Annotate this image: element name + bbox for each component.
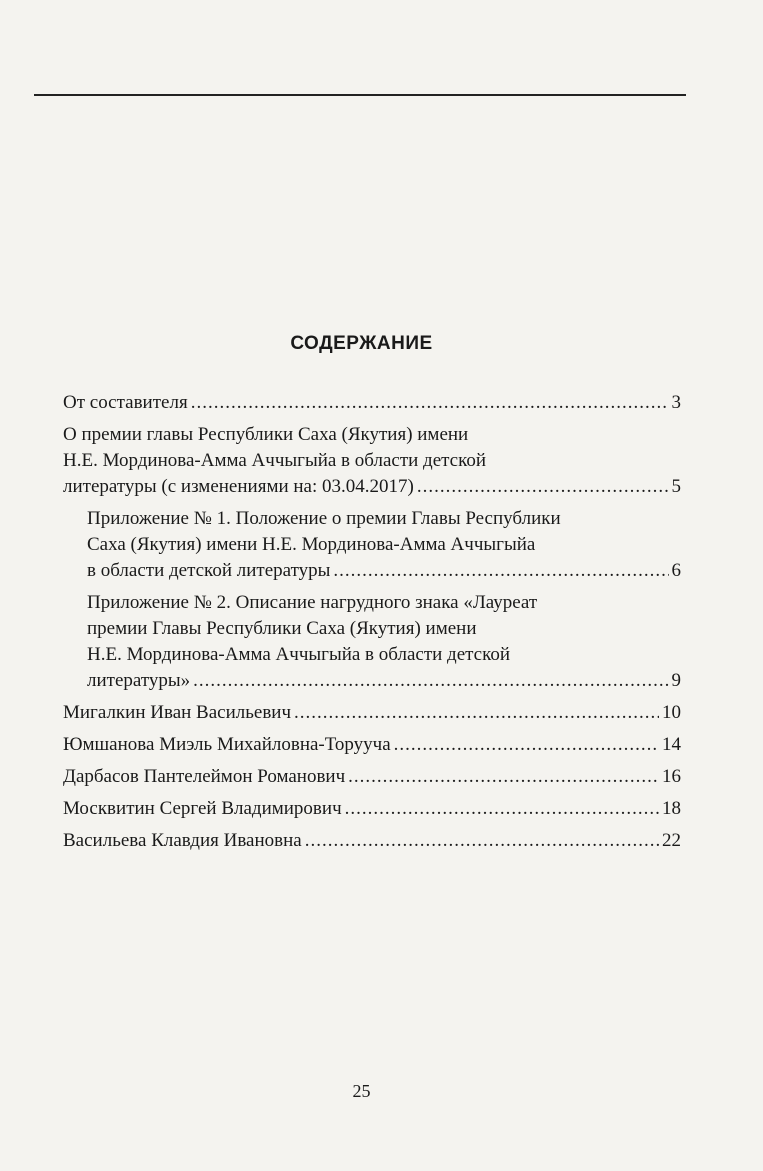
toc-entry bbox=[63, 828, 681, 854]
toc-entry-title: в области детской литературы bbox=[87, 560, 331, 581]
toc-entry-page: 14 bbox=[662, 734, 681, 755]
toc-entry-title: Дарбасов Пантелеймон Романович bbox=[63, 766, 346, 787]
toc-entry-final-line bbox=[87, 668, 681, 694]
toc-entry-title: литературы (с изменениями на: 03.04.2017) bbox=[63, 476, 414, 497]
toc-entry-page: 6 bbox=[671, 560, 681, 581]
toc-entry bbox=[63, 390, 681, 416]
toc-entry-line: Н.Е. Мординова-Амма Аччыгыйа в области детской bbox=[63, 450, 487, 471]
toc-entry-final-line bbox=[63, 474, 681, 500]
header-rule bbox=[34, 94, 686, 96]
toc-entry bbox=[63, 732, 681, 758]
toc-entry bbox=[63, 590, 681, 694]
toc-entry bbox=[63, 764, 681, 790]
toc-entry-page: 3 bbox=[671, 392, 681, 413]
toc-entry-line: Н.Е. Мординова-Амма Аччыгыйа в области детской bbox=[87, 644, 511, 665]
toc-entry-title: Москвитин Сергей Владимирович bbox=[63, 798, 342, 819]
toc-entry-title: литературы» bbox=[87, 670, 191, 691]
toc-entry-page: 22 bbox=[662, 830, 681, 851]
toc-entry-title: Васильева Клавдия Ивановна bbox=[63, 830, 302, 851]
toc-entry-final-line bbox=[63, 764, 681, 790]
page-number: 25 bbox=[352, 1081, 371, 1101]
dot-leader bbox=[191, 390, 669, 416]
dot-leader bbox=[345, 796, 659, 822]
dot-leader bbox=[348, 764, 659, 790]
table-of-contents bbox=[63, 390, 681, 860]
dot-leader bbox=[417, 474, 669, 500]
toc-entry-final-line bbox=[63, 796, 681, 822]
toc-entry-page: 5 bbox=[671, 476, 681, 497]
toc-entry-page: 18 bbox=[662, 798, 681, 819]
toc-entry-line: Приложение № 2. Описание нагрудного знака «Лауреат bbox=[87, 592, 538, 613]
toc-entry bbox=[63, 700, 681, 726]
toc-entry-title: От составителя bbox=[63, 392, 188, 413]
toc-entry-page: 10 bbox=[662, 702, 681, 723]
toc-entry-final-line bbox=[63, 700, 681, 726]
toc-entry-page: 9 bbox=[671, 670, 681, 691]
toc-entry-final-line bbox=[87, 558, 681, 584]
toc-entry-line: Приложение № 1. Положение о премии Главы Республики bbox=[87, 508, 561, 529]
toc-entry-title: Юмшанова Миэль Михайловна-Торууча bbox=[63, 734, 391, 755]
toc-entry-page: 16 bbox=[662, 766, 681, 787]
dot-leader bbox=[294, 700, 659, 726]
dot-leader bbox=[394, 732, 659, 758]
toc-entry-line: О премии главы Республики Саха (Якутия) имени bbox=[63, 424, 469, 445]
toc-entry-line: Саха (Якутия) имени Н.Е. Мординова-Амма Аччыгыйа bbox=[87, 534, 536, 555]
toc-entry bbox=[63, 422, 681, 500]
dot-leader bbox=[305, 828, 659, 854]
dot-leader bbox=[333, 558, 668, 584]
toc-entry bbox=[63, 506, 681, 584]
toc-entry-final-line bbox=[63, 732, 681, 758]
toc-entry-final-line bbox=[63, 390, 681, 416]
toc-entry-line: премии Главы Республики Саха (Якутия) имени bbox=[87, 618, 477, 639]
toc-entry bbox=[63, 796, 681, 822]
toc-entry-final-line bbox=[63, 828, 681, 854]
toc-entry-title: Мигалкин Иван Васильевич bbox=[63, 702, 292, 723]
dot-leader bbox=[193, 668, 668, 694]
toc-heading: СОДЕРЖАНИЕ bbox=[290, 333, 433, 354]
